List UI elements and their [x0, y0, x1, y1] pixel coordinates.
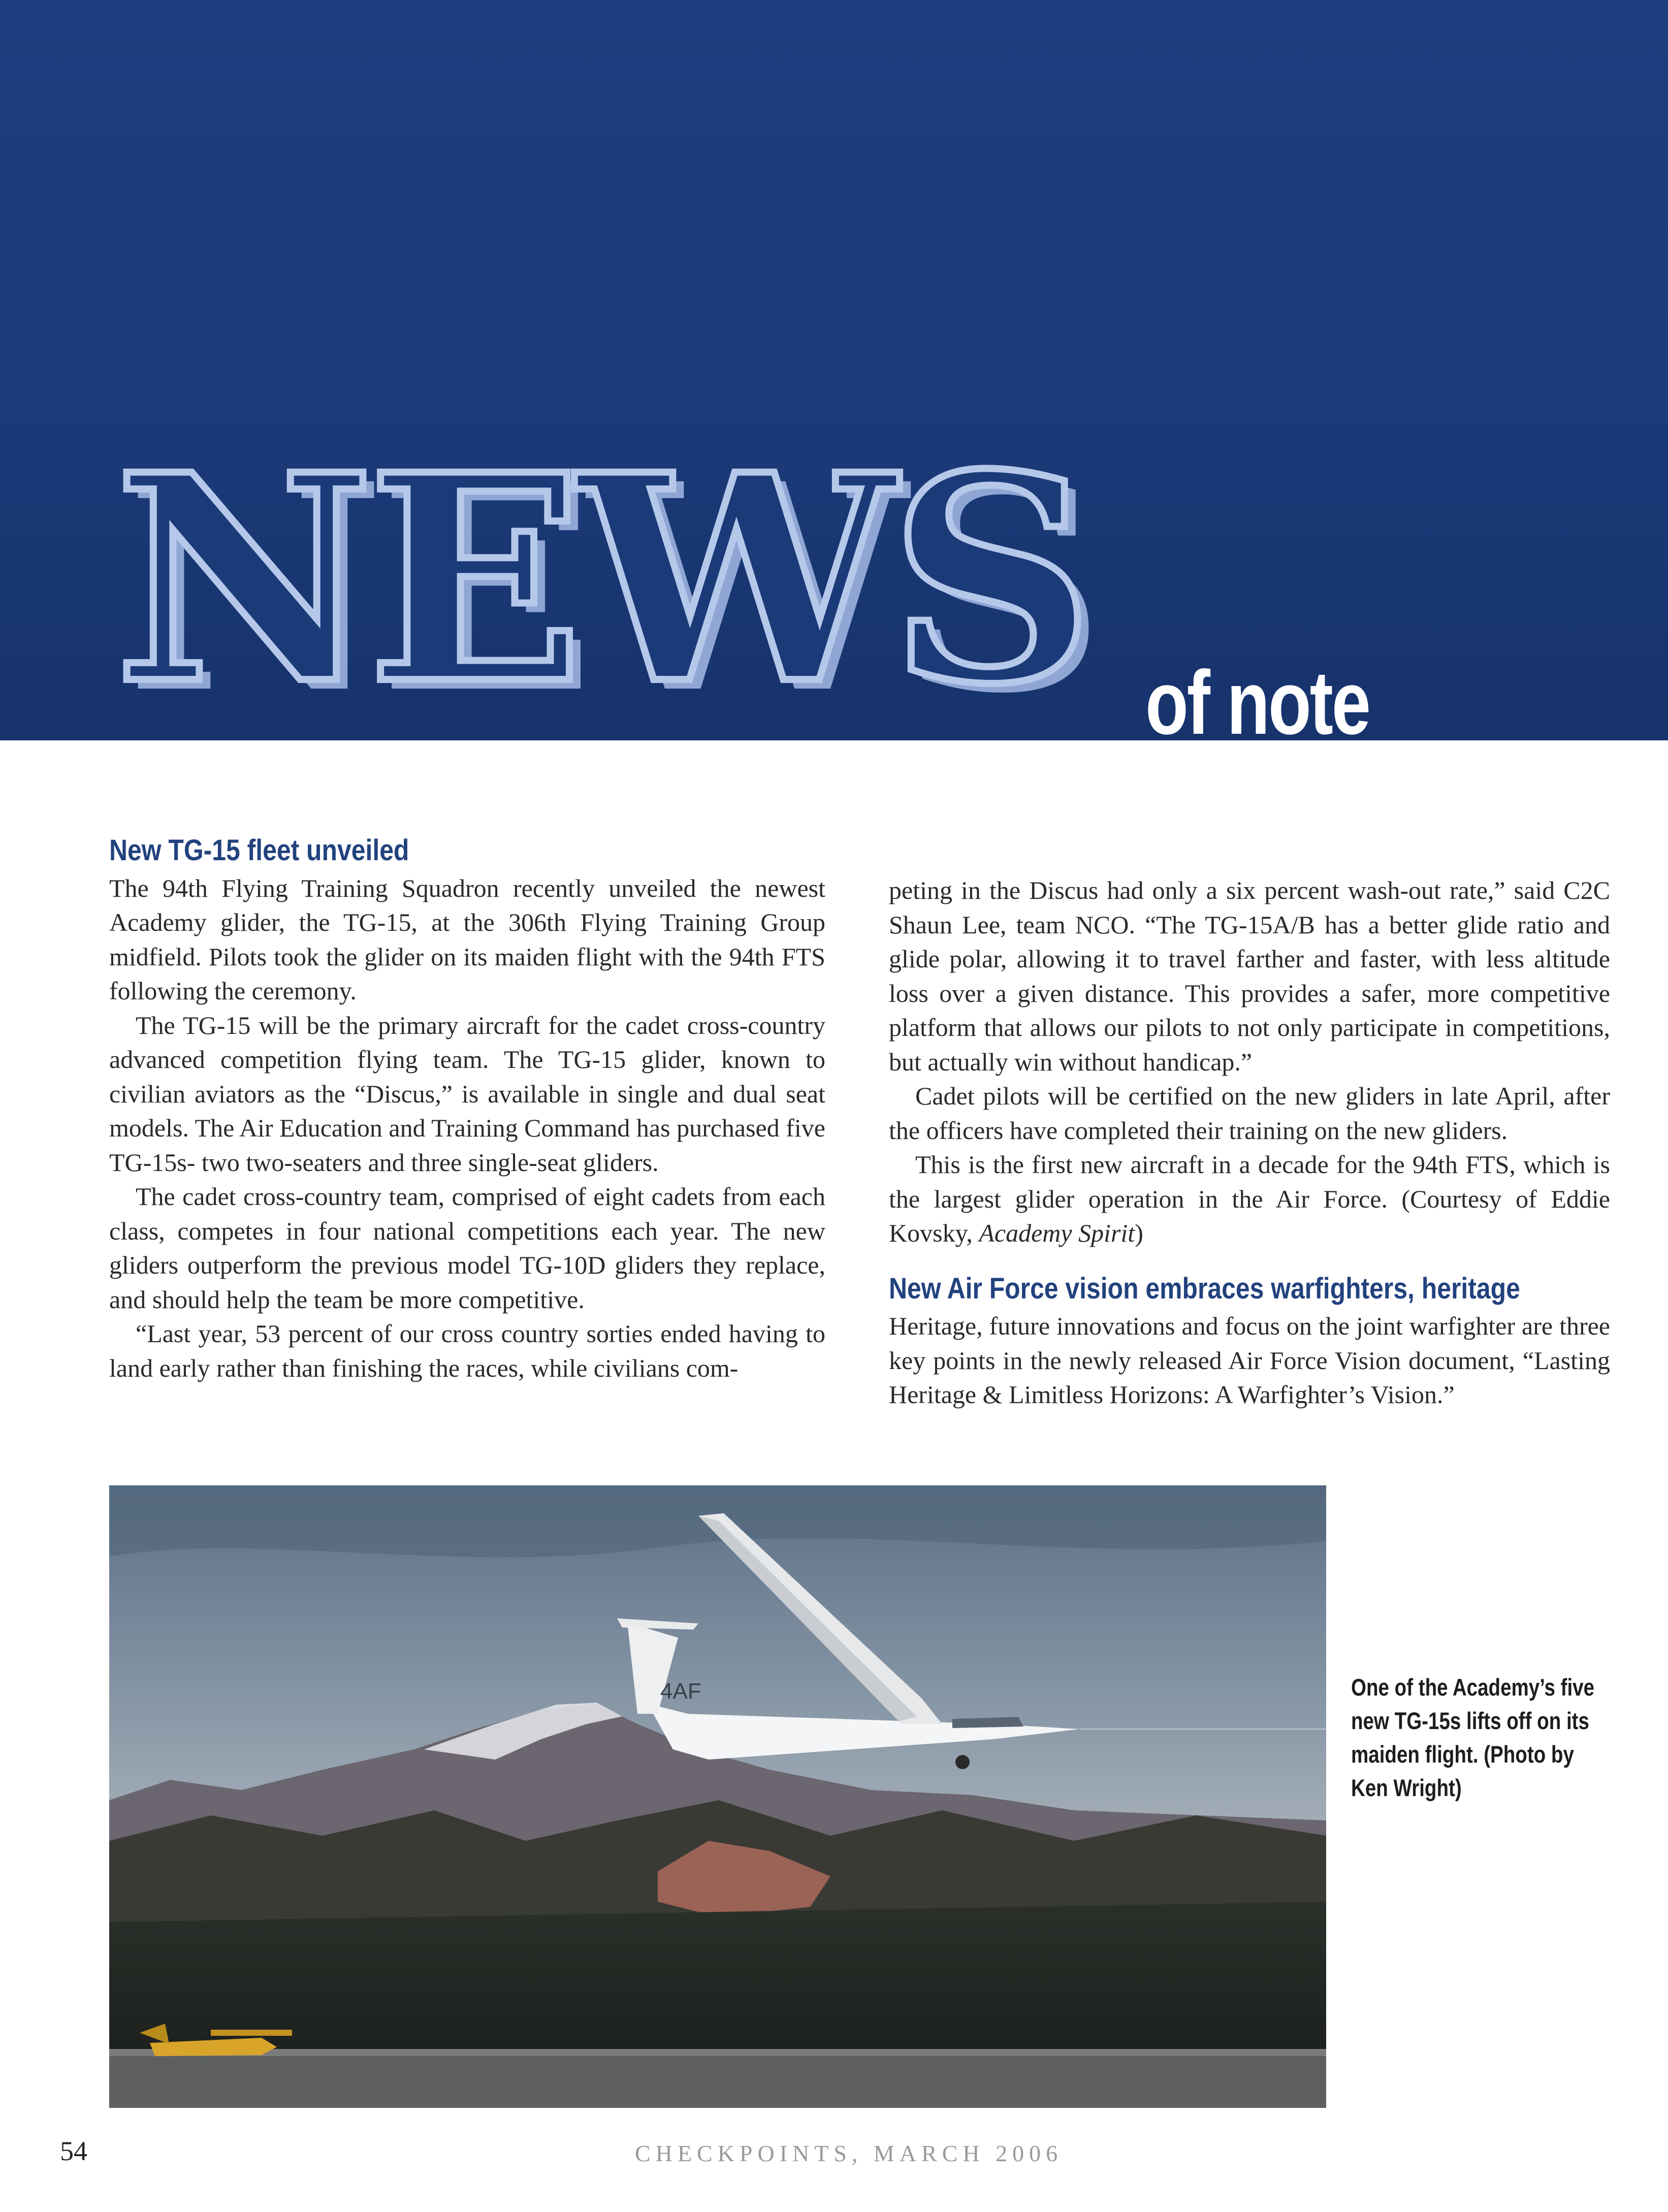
glider-photo [109, 1485, 1326, 2108]
article-paragraph: peting in the Discus had only a six percent wash-out rate,” said C2C Shaun Lee, team NCO. “The TG-15A/B has a better glide ratio and glide polar, allowing it to travel farther and faster, with less altitude loss over a given distance. This provides a safer, more competitive platform that allows our pilots to not only participate in competitions, but actually win without handicap.” [889, 876, 1610, 1076]
right-column [889, 873, 1610, 1412]
article-paragraph: Cadet pilots will be certified on the new gliders in late April, after the officers have completed their training on the new gliders. [889, 1082, 1610, 1145]
article-text: This is the first new aircraft in a decade for the 94th FTS, which is the largest glider operation in the Air Force. (Courtesy of Eddie Kovsky, [889, 1150, 1610, 1247]
publication-footer: CHECKPOINTS, MARCH 2006 [635, 2140, 1063, 2166]
section-subtitle: of note [1145, 652, 1369, 740]
page-number: 54 [60, 2136, 87, 2166]
article-paragraph: The TG-15 will be the primary aircraft for the cadet cross-country advanced competition flying team. The TG-15 glider, known to civilian aviators as the “Discus,” is available in single and dual seat models. The Air Education and Training Command has purchased five TG-15s- two two-seaters and three single-seat gliders. [109, 1011, 825, 1177]
article-credit-source: Academy Spirit [979, 1219, 1135, 1247]
glider-tail-marking: 4AF [660, 1679, 701, 1704]
caption-line: maiden flight. (Photo by [1351, 1741, 1574, 1768]
left-column [109, 833, 825, 1385]
article-paragraph: The cadet cross-country team, comprised of eight cadets from each class, competes in four national competitions each year. The new gliders outperform the previous model TG-10D gliders they replace, and should help the team be more competitive. [109, 1182, 825, 1314]
article-paragraph: “Last year, 53 percent of our cross country sorties ended having to land early rather than finishing the races, while civilians com- [109, 1319, 825, 1382]
caption-line: new TG-15s lifts off on its [1351, 1707, 1589, 1734]
masthead-banner [0, 0, 1668, 740]
article-paragraph: Heritage, future innovations and focus on the joint warfighter are three key points in the newly released Air Force Vision document, “Lasting Heritage & Limitless Horizons: A Warfighter’s Vision.” [889, 1312, 1610, 1409]
caption-line: Ken Wright) [1351, 1774, 1462, 1801]
article-credit-close: ) [1135, 1219, 1143, 1247]
section-title: NEWS [114, 413, 1088, 740]
photo-caption [1351, 1671, 1625, 1805]
article-heading-vision: New Air Force vision embraces warfighters, heritage [889, 1272, 1520, 1305]
article-heading-tg15: New TG-15 fleet unveiled [109, 834, 409, 867]
article-paragraph [889, 1148, 1610, 1251]
article-paragraph: The 94th Flying Training Squadron recently unveiled the newest Academy glider, the TG-15, at the 306th Flying Training Group midfield. Pilots took the glider on its maiden flight with the 94th FTS following the ceremony. [109, 873, 825, 1005]
caption-line: One of the Academy’s five [1351, 1674, 1595, 1701]
